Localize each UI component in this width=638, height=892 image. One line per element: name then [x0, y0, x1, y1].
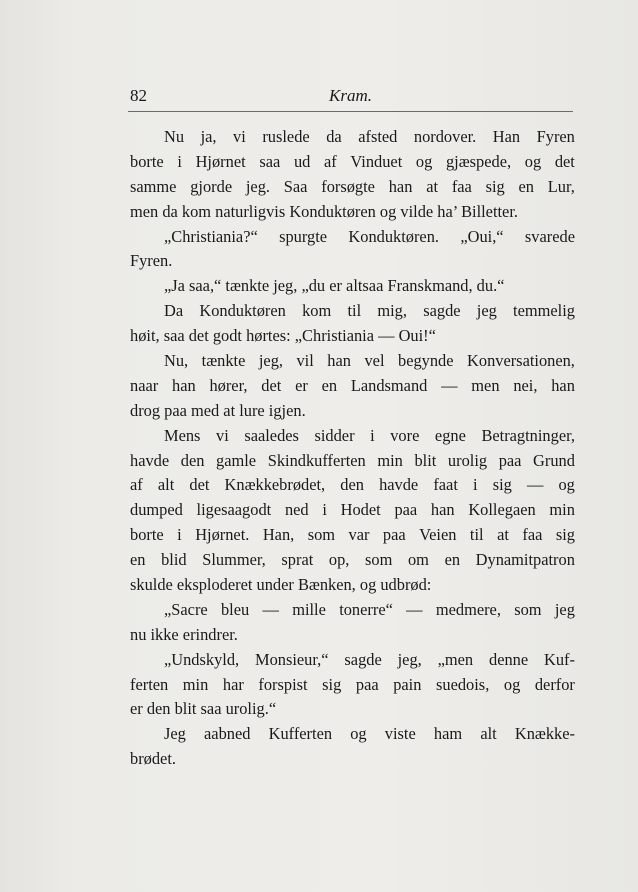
- word: spurgte: [279, 226, 328, 246]
- word: paa: [382, 525, 406, 545]
- word: urolig: [447, 450, 488, 470]
- word: „Undskyld,: [164, 649, 240, 669]
- word: af: [130, 475, 143, 495]
- body-text: [130, 125, 575, 772]
- word: Skindkufferten: [267, 450, 366, 470]
- word: Kuf-: [544, 649, 575, 669]
- text-line: „Ja saa,“ tænkte jeg, „du er altsaa Franskmand, du.“: [164, 276, 505, 296]
- word: Hodet: [340, 500, 381, 520]
- word: det: [261, 375, 282, 395]
- word: i: [473, 475, 478, 495]
- word: min: [377, 450, 403, 470]
- text-line: [130, 498, 575, 523]
- word: jeg.: [245, 176, 270, 196]
- word: var: [348, 525, 370, 545]
- word: den: [340, 475, 364, 495]
- word: Da: [164, 301, 184, 321]
- word: borte: [130, 151, 164, 171]
- text-line: høit, saa det godt hørtes: „Christiania — Oui!“: [130, 326, 436, 346]
- word: sig: [492, 475, 512, 495]
- word: Fyren: [536, 127, 575, 146]
- word: nei,: [513, 375, 538, 395]
- text-line: [130, 673, 575, 698]
- word: viste: [384, 724, 416, 744]
- word: Knækkebrødet,: [224, 475, 326, 495]
- word: han: [327, 351, 351, 371]
- word: Kollegaen: [468, 500, 536, 520]
- text-line: [130, 598, 575, 623]
- word: —: [262, 599, 279, 619]
- word: den: [180, 450, 205, 470]
- word: gjæspede,: [445, 151, 512, 171]
- word: Hjørnet.: [195, 525, 250, 545]
- text-line: [130, 299, 575, 324]
- text-line: [130, 374, 575, 399]
- word: jeg,: [258, 351, 283, 371]
- text-line: [130, 225, 575, 250]
- word: afsted: [358, 127, 398, 146]
- word: som: [365, 550, 393, 570]
- word: „Christiania?“: [164, 226, 258, 246]
- word: det: [189, 475, 210, 495]
- word: jeg,: [397, 649, 422, 669]
- word: om: [407, 550, 429, 570]
- word: i: [177, 525, 182, 545]
- word: sprat: [281, 550, 314, 570]
- text-line: [130, 175, 575, 200]
- word: og: [350, 724, 367, 744]
- word: Konversationen,: [467, 351, 575, 371]
- word: sagde: [344, 649, 382, 669]
- word: Landsmand: [350, 375, 428, 395]
- word: tonerre“: [339, 599, 393, 619]
- word: Veien: [419, 525, 457, 545]
- word: Mens: [164, 425, 201, 445]
- word: ruslede: [262, 127, 310, 146]
- word: er: [295, 375, 308, 395]
- word: faa: [522, 525, 543, 545]
- word: af: [324, 151, 337, 171]
- word: men: [471, 375, 500, 395]
- page-header: [130, 86, 572, 112]
- text-line: [130, 424, 575, 449]
- text-line: [130, 523, 575, 548]
- word: dumped: [130, 500, 183, 520]
- header-rule: [128, 111, 573, 112]
- word: har: [222, 674, 244, 694]
- word: „men: [437, 649, 474, 669]
- word: Knække-: [514, 724, 575, 744]
- word: til: [469, 525, 484, 545]
- word: —: [441, 375, 458, 395]
- word: da: [326, 127, 342, 146]
- text-line: er den blit saa urolig.“: [130, 699, 277, 719]
- word: paa: [498, 450, 522, 470]
- word: vi: [216, 425, 229, 445]
- word: og: [503, 674, 521, 694]
- word: en: [518, 176, 535, 196]
- word: som: [307, 525, 336, 545]
- word: i: [370, 425, 375, 445]
- word: Konduktøren.: [348, 226, 439, 246]
- word: ham: [433, 724, 463, 744]
- word: i: [322, 500, 327, 520]
- word: det: [554, 151, 575, 171]
- word: i: [177, 151, 182, 171]
- word: saaledes: [244, 425, 299, 445]
- word: Han,: [262, 525, 295, 545]
- word: svarede: [524, 226, 575, 246]
- text-line: brødet.: [130, 749, 176, 769]
- text-line: Fyren.: [130, 251, 173, 271]
- word: tænkte: [201, 351, 246, 371]
- word: paa: [394, 500, 418, 520]
- word: Slummer,: [202, 550, 266, 570]
- word: og: [558, 475, 575, 495]
- word: ligesaagodt: [196, 500, 272, 520]
- word: —: [526, 475, 544, 495]
- word: en: [130, 550, 146, 570]
- word: sagde: [423, 301, 461, 321]
- word: Hjørnet: [195, 151, 246, 171]
- word: alt: [480, 724, 497, 744]
- word: bleu: [220, 599, 250, 619]
- text-line: [130, 722, 575, 747]
- word: Kufferten: [268, 724, 333, 744]
- word: ned: [284, 500, 309, 520]
- word: vore: [390, 425, 420, 445]
- word: til: [347, 301, 362, 321]
- word: begynde: [398, 351, 454, 371]
- word: Jeg: [164, 724, 186, 744]
- page-number: 82: [130, 86, 147, 105]
- text-line: [130, 125, 575, 150]
- text-line: nu ikke erindrer.: [130, 624, 238, 644]
- word: Saa: [283, 176, 308, 196]
- word: Vinduet: [350, 151, 403, 171]
- text-line: [130, 349, 575, 374]
- word: en: [321, 375, 338, 395]
- word: Nu,: [164, 351, 189, 371]
- word: ud: [293, 151, 311, 171]
- text-line: skulde eksploderet under Bænken, og udbrød:: [130, 575, 432, 595]
- word: at: [497, 525, 509, 545]
- text-line: [130, 449, 575, 474]
- word: nordover.: [413, 127, 477, 146]
- word: hører,: [209, 375, 248, 395]
- word: gjorde: [190, 176, 233, 196]
- word: „Sacre: [164, 599, 208, 619]
- text-line: [130, 548, 575, 573]
- word: han: [388, 176, 413, 196]
- word: han: [551, 375, 575, 395]
- word: gamle: [216, 450, 257, 470]
- word: Betragtninger,: [481, 425, 575, 445]
- word: vi: [233, 127, 246, 146]
- word: samme: [130, 176, 177, 196]
- text-line: men da kom naturligvis Konduktøren og vilde ha’ Billetter.: [130, 201, 518, 221]
- word: borte: [130, 525, 164, 545]
- word: saa: [259, 151, 281, 171]
- word: ferten: [130, 674, 169, 694]
- word: Konduktøren: [199, 301, 286, 321]
- word: vil: [296, 351, 314, 371]
- word: blid: [161, 550, 187, 570]
- word: faat: [433, 475, 458, 495]
- word: jeg: [554, 599, 575, 619]
- word: sidder: [314, 425, 355, 445]
- word: og: [524, 151, 542, 171]
- word: paa: [355, 674, 379, 694]
- word: Han: [492, 127, 521, 146]
- word: havde: [130, 450, 170, 470]
- word: at: [426, 176, 439, 196]
- word: temmelig: [513, 301, 575, 321]
- word: egne: [434, 425, 466, 445]
- word: op,: [328, 550, 350, 570]
- word: Dynamitpatron: [475, 550, 575, 570]
- word: Nu: [164, 127, 185, 146]
- word: faa: [451, 176, 472, 196]
- word: vel: [364, 351, 385, 371]
- word: sig: [485, 176, 505, 196]
- word: „Oui,“: [460, 226, 504, 246]
- text-line: [130, 648, 575, 673]
- word: og: [415, 151, 433, 171]
- word: medmere,: [435, 599, 501, 619]
- word: denne: [489, 649, 529, 669]
- word: Monsieur,“: [255, 649, 329, 669]
- word: han: [172, 375, 196, 395]
- running-title: Kram.: [329, 86, 372, 105]
- word: han: [430, 500, 455, 520]
- word: ja,: [200, 127, 217, 146]
- word: forsøgte: [321, 176, 375, 196]
- word: Grund: [533, 450, 575, 470]
- word: derfor: [534, 674, 575, 694]
- word: sig: [555, 525, 575, 545]
- word: mig,: [377, 301, 407, 321]
- word: min: [182, 674, 209, 694]
- text-line: [130, 150, 575, 175]
- word: min: [549, 500, 575, 520]
- word: mille: [292, 599, 326, 619]
- word: forspist: [258, 674, 308, 694]
- word: naar: [130, 375, 159, 395]
- word: jeg: [476, 301, 497, 321]
- word: blit: [414, 450, 437, 470]
- word: sig: [322, 674, 342, 694]
- text-line: [130, 473, 575, 498]
- word: alt: [157, 475, 175, 495]
- word: Lur,: [547, 176, 575, 196]
- text-line: drog paa med at lure igjen.: [130, 400, 306, 420]
- word: kom: [302, 301, 332, 321]
- word: som: [514, 599, 542, 619]
- word: en: [444, 550, 461, 570]
- word: havde: [379, 475, 419, 495]
- word: pain: [393, 674, 422, 694]
- word: —: [406, 599, 423, 619]
- word: suedois,: [436, 674, 490, 694]
- word: aabned: [204, 724, 251, 744]
